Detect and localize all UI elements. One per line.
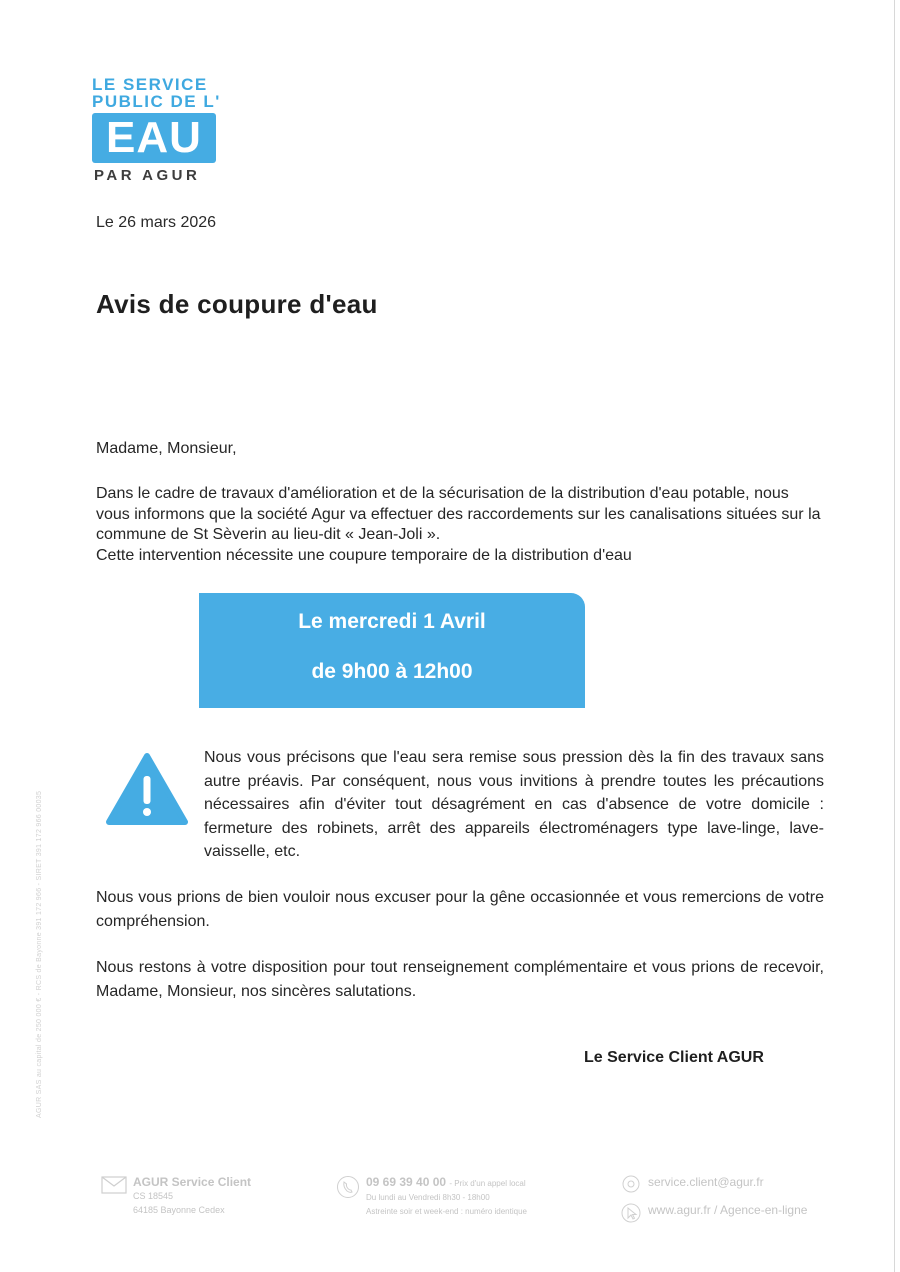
signature: Le Service Client AGUR: [584, 1049, 764, 1066]
footer-mail: [101, 1175, 251, 1217]
footer-mail-name: AGUR Service Client: [133, 1175, 252, 1189]
outage-notice-box: [199, 593, 585, 708]
footer-email-address[interactable]: service.client@agur.fr: [648, 1175, 764, 1189]
envelope-icon: [101, 1175, 127, 1195]
salutation: Madame, Monsieur,: [96, 440, 237, 457]
warning-triangle-icon: [106, 752, 188, 826]
intro-paragraph: [96, 484, 826, 566]
logo-eau-box: [92, 113, 216, 163]
footer-website: [620, 1203, 807, 1223]
intro-note: Cette intervention nécessite une coupure temporaire de la distribution d'eau: [96, 546, 632, 564]
logo-line-2: PUBLIC DE L': [92, 92, 221, 111]
footer-mail-line2: 64185 Bayonne Cedex: [133, 1205, 225, 1215]
at-sign-icon: [620, 1175, 642, 1193]
footer-phone-number: 09 69 39 40 00: [366, 1175, 447, 1189]
letter-title: Avis de coupure d'eau: [96, 289, 378, 319]
logo-line-1: LE SERVICE: [92, 75, 208, 94]
footer-phone: [336, 1175, 527, 1219]
side-legal-reference: AGUR SAS au capital de 250 000 € - RCS de Bayonne 391 172 966 - SIRET 391 172 966 00035: [36, 790, 43, 1118]
footer-phone-note: - Prix d'un appel local: [449, 1179, 526, 1188]
logo-par-agur: PAR AGUR: [94, 167, 201, 184]
outage-time: de 9h00 à 12h00: [311, 660, 473, 683]
footer-email: [620, 1175, 764, 1193]
footer-phone-emergency: Astreinte soir et week-end : numéro identique: [366, 1207, 527, 1216]
closing-paragraph: Nous restons à votre disposition pour tout renseignement complémentaire et vous prions de recevoir, Madame, Monsieur, nos sincères salutations.: [96, 959, 824, 1000]
letter-date: Le 26 mars 2026: [96, 214, 217, 231]
phone-icon: [336, 1175, 360, 1199]
page-edge: [894, 0, 895, 1272]
logo-eau-text: EAU: [106, 113, 202, 162]
footer-phone-hours: Du lundi au Vendredi 8h30 - 18h00: [366, 1193, 490, 1202]
apology-paragraph: Nous vous prions de bien vouloir nous excuser pour la gêne occasionnée et vous remercions de votre compréhension.: [96, 889, 824, 930]
footer-mail-line1: CS 18545: [133, 1191, 174, 1201]
mouse-cursor-icon: [620, 1203, 642, 1223]
footer-website-url[interactable]: www.agur.fr / Agence-en-ligne: [648, 1203, 808, 1217]
warning-paragraph: Nous vous précisons que l'eau sera remise sous pression dès la fin des travaux sans autre préavis. Par conséquent, nous vous invitions à prendre toutes les précautions nécessaires afin d'éviter tout désagrément en cas d'absence de votre domicile : fermeture des robinets, arrêt des appareils électroménagers type lave-linge, lave-vaisselle, etc.: [204, 749, 824, 860]
agur-logo: [92, 76, 222, 184]
intro-text: Dans le cadre de travaux d'amélioration et de la sécurisation de la distribution d'eau potable, nous vous informons que la société Agur va effectuer des raccordements sur les canalisations situées sur la commune de St Sèverin au lieu-dit « Jean-Joli ».: [96, 485, 821, 543]
outage-day: Le mercredi 1 Avril: [298, 610, 486, 633]
